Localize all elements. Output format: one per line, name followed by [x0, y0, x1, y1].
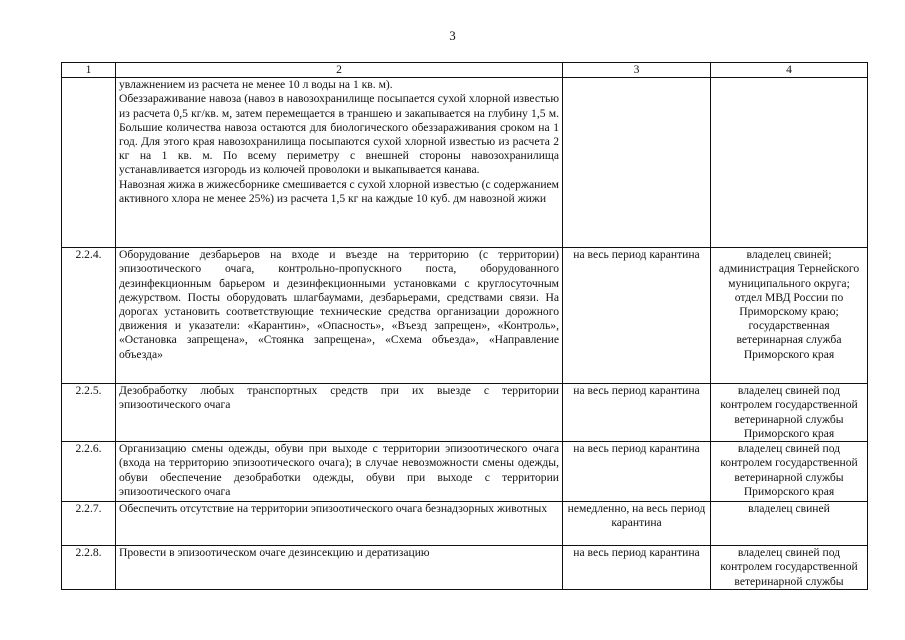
measure-description-cell: Организацию смены одежды, обуви при выходе с территории эпизоотического очага (входа на территорию эпизоотического очага); в случае невозможности смены одежды, обуви обеспечение дезобработки одежды, обуви при выходе с территории эпизоотического очага: [116, 442, 563, 502]
measure-text-paragraph: Обеззараживание навоза (навоз в навозохранилище посыпается сухой хлорной известью из расчета 0,5 кг/кв. м, затем перемещается в траншею и закапывается на глубину 1,5 м. Большие количества навоза остаются для биологического обеззараживания сроком на 1 год. Для этого края навозохранилища посыпаются сухой хлорной известью из расчета 2 кг на 1 кв. м. По всему периметру с внешней стороны навозохранилища устанавливается изгородь из колючей проволоки и выкапывается канава.: [119, 92, 559, 177]
responsible-cell: владелец свиней под контролем государственной ветеринарной службы: [711, 546, 868, 590]
responsible-cell: владелец свиней под контролем государственной ветеринарной службы Приморского края: [711, 384, 868, 442]
measure-text-line: увлажнением из расчета не менее 10 л воды на 1 кв. м).: [119, 78, 393, 92]
row-number-cell: [62, 78, 116, 248]
row-number-cell: 2.2.4.: [62, 248, 116, 384]
measure-description-cell: Дезобработку любых транспортных средств при их выезде с территории эпизоотического очага: [116, 384, 563, 442]
measure-description-cell: Обеспечить отсутствие на территории эпизоотического очага безнадзорных животных: [116, 502, 563, 546]
measures-table: [61, 62, 868, 590]
row-number-cell: 2.2.8.: [62, 546, 116, 590]
period-cell: на весь период карантина: [563, 546, 711, 590]
responsible-cell: владелец свиней; администрация Тернейского муниципального округа; отдел МВД России по Приморскому краю; государственная ветеринарная служба Приморского края: [711, 248, 868, 384]
table-row: [62, 546, 868, 590]
responsible-cell: владелец свиней: [711, 502, 868, 546]
column-header-2: 2: [116, 63, 563, 78]
period-cell: на весь период карантина: [563, 442, 711, 502]
period-cell: на весь период карантина: [563, 248, 711, 384]
period-cell: [563, 78, 711, 248]
page-number: 3: [449, 28, 456, 43]
measure-description-cell: Провести в эпизоотическом очаге дезинсекцию и дератизацию: [116, 546, 563, 590]
row-number-cell: 2.2.6.: [62, 442, 116, 502]
responsible-cell: [711, 78, 868, 248]
column-header-3: 3: [563, 63, 711, 78]
measure-description-cell: Оборудование дезбарьеров на входе и въезде на территорию (с территории) эпизоотического очага, контрольно-пропускного поста, оборудованного дезинфекционным барьером и дезинфекционными установками с круглосуточным дежурством. Посты оборудовать шлагбаумами, дезбарьерами, средствами связи. На дорогах установить соответствующие технические средства организации дорожного движения и указатели: «Карантин», «Опасность», «Въезд запрещен», «Контроль», «Остановка запрещена», «Стоянка запрещена», «Схема объезда», «Направление объезда»: [116, 248, 563, 384]
row-number-cell: 2.2.7.: [62, 502, 116, 546]
table-header-row: [62, 63, 868, 78]
table-row: [62, 442, 868, 502]
measure-text-paragraph: Навозная жижа в жижесборнике смешивается с сухой хлорной известью (с содержанием активного хлора не менее 25%) из расчета 1,5 кг на каждые 10 куб. дм навозной жижи: [119, 177, 560, 205]
column-header-4: 4: [711, 63, 868, 78]
table-row-continuation: [62, 78, 868, 248]
responsible-cell: владелец свиней под контролем государственной ветеринарной службы Приморского края: [711, 442, 868, 502]
row-number-cell: 2.2.5.: [62, 384, 116, 442]
column-header-1: 1: [62, 63, 116, 78]
measure-description-cell: [116, 78, 563, 248]
table-row: [62, 248, 868, 384]
table-row: [62, 502, 868, 546]
period-cell: немедленно, на весь период карантина: [563, 502, 711, 546]
table-row: [62, 384, 868, 442]
period-cell: на весь период карантина: [563, 384, 711, 442]
